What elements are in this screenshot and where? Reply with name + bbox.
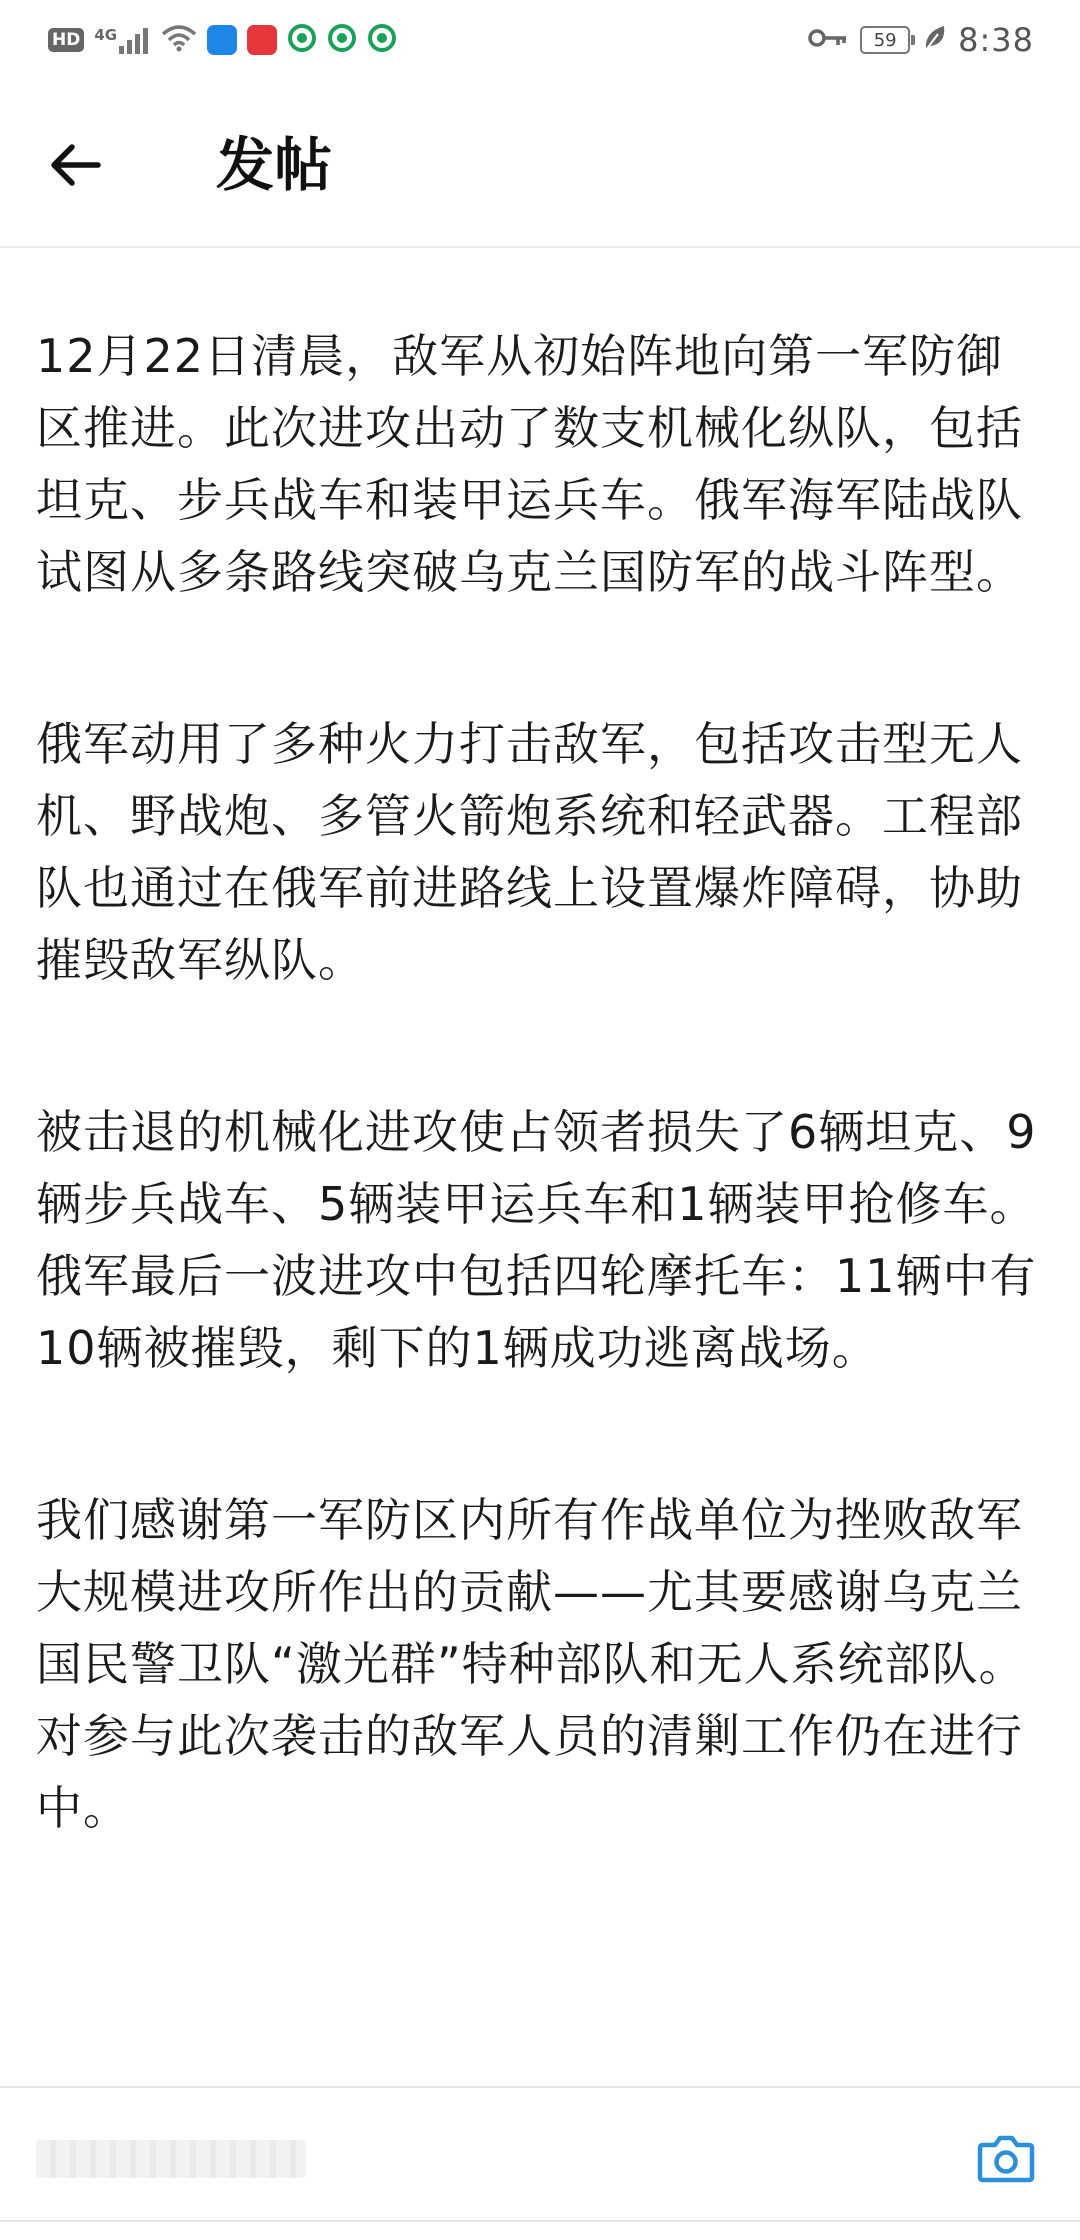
status-icons-right xyxy=(808,18,1034,62)
notification-icon xyxy=(367,23,397,57)
blurred-text xyxy=(36,2140,306,2178)
post-content[interactable] xyxy=(36,320,1046,2040)
camera-icon xyxy=(977,2133,1035,2183)
app-icon xyxy=(247,25,277,55)
notification-icon xyxy=(287,23,317,57)
page-title: 发帖 xyxy=(216,131,333,199)
arrow-left-icon xyxy=(48,143,102,187)
post-paragraph: 被击退的机械化进攻使占领者损失了6辆坦克、9辆步兵战车、5辆装甲运兵车和1辆装甲抢修车。俄军最后一波进攻中包括四轮摩托车：11辆中有10辆被摧毁，剩下的1辆成功逃离战场。 xyxy=(36,1105,1037,1375)
wifi-icon xyxy=(161,24,197,56)
battery-icon xyxy=(860,26,910,54)
status-bar xyxy=(0,0,1080,80)
key-icon xyxy=(808,27,848,53)
leaf-icon xyxy=(922,24,946,56)
status-icons-left xyxy=(48,18,397,62)
post-paragraph: 俄军动用了多种火力打击敌军，包括攻击型无人机、野战炮、多管火箭炮系统和轻武器。工程部队也通过在俄军前进路线上设置爆炸障碍，协助摧毁敌军纵队。 xyxy=(36,717,1023,987)
network-type: 4G xyxy=(94,26,118,44)
signal-icon xyxy=(94,26,151,54)
app-icon xyxy=(207,25,237,55)
app-header xyxy=(0,80,1080,248)
back-button[interactable] xyxy=(40,130,110,200)
post-paragraph: 我们感谢第一军防区内所有作战单位为挫败敌军大规模进攻所作出的贡献——尤其要感谢乌克兰国民警卫队“激光群”特种部队和无人系统部队。对参与此次袭击的敌军人员的清剿工作仍在进行中。 xyxy=(36,1493,1026,1835)
post-paragraph: 12月22日清晨，敌军从初始阵地向第一军防御区推进。此次进攻出动了数支机械化纵队，包括坦克、步兵战车和装甲运兵车。俄军海军陆战队试图从多条路线突破乌克兰国防军的战斗阵型。 xyxy=(36,329,1023,599)
hd-icon: HD xyxy=(48,28,84,52)
battery-level: 59 xyxy=(873,29,897,51)
camera-button[interactable] xyxy=(974,2128,1038,2188)
notification-icon xyxy=(327,23,357,57)
bottom-toolbar xyxy=(0,2086,1080,2218)
clock: 8:38 xyxy=(958,21,1034,59)
